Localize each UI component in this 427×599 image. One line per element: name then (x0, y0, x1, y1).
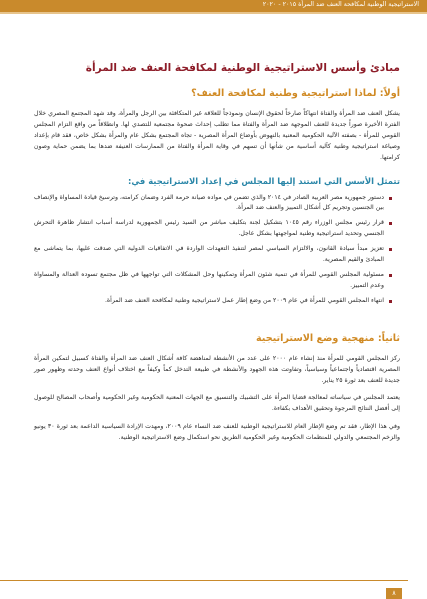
part2-paragraph-3: وفي هذا الإطار، فقد تم وضع الإطار العام للاستراتيجية الوطنية للعنف ضد النساء عام ٢٠٠٩، ومهدت الإرادة السياسية الداعمة بعد ثورة ٣٠ يونيو والزخم المجتمعي والدولي للمنظمات الحكومية وغير الحكومية الطريق نحو استكمال وضع الاستراتيجية الوطنية. (34, 423, 401, 442)
running-title: الاستراتيجية الوطنية لمكافحة العنف ضد المرأة ٢٠١٥ - ٢٠٢٠ (262, 1, 419, 8)
list-item-text: قرار رئيس مجلس الوزراء رقم ١٠٤٥ بتشكيل لجنة بتكليف مباشر من السيد رئيس الجمهورية لدراسة أسباب انتشار ظاهرة التحرش الجنسي وتحديد استراتيجية وطنية لمواجهتها بشكل عاجل. (34, 219, 385, 238)
bullet-icon (389, 274, 392, 277)
bullet-icon (389, 197, 392, 200)
list-item (34, 296, 392, 307)
list-item-text: مسئولية المجلس القومي للمرأة في تنمية شئون المرأة وتمكينها وحل المشكلات التي تواجهها في ظل مجتمع تسوده العدالة والمساواة وعدم التمييز. (34, 270, 384, 289)
list-item (34, 218, 392, 240)
part2-paragraph-2: يعتمد المجلس في سياساته لمعالجة قضايا المرأة على التشبيك والتنسيق مع الجهات المعنية الحكومية وغير الحكومية وأصحاب المصالح للوصول إلى أفضل النتائج المرجوة وتحقيق الأهداف بكفاءة. (34, 394, 400, 413)
page-number: ٨ (386, 588, 402, 599)
section-title: مبادئ وأسس الاستراتيجية الوطنية لمكافحة العنف ضد المرأة (85, 62, 400, 74)
list-item-text: دستور جمهورية مصر العربية الصادر في ٢٠١٤ والذي تضمن في مواده صيانة حرمة الفرد وضمان كرامته، وترسيخ قيادة المساواة والإنصاف بين الجنسين وتجريم كل أشكال التمييز والعنف ضد المرأة. (34, 193, 384, 212)
foundations-list (34, 193, 400, 307)
page-content (34, 62, 400, 451)
part2-paragraph-1: ركز المجلس القومي للمرأة منذ إنشاء عام ٢٠٠٠ على عدد من الأنشطة لمناهضة كافة أشكال العنف ضد المرأة والفتاة كسبيل لتمكين المرأة المصرية اقتصادياً واجتماعياً وسياسياً، وتفاوتت هذه الجهود والأنشطة في طبيعة التدخل كماً وكيفاً مع اختلاف أنواع العنف وحدته وظهور صور جديدة للعنف بعد ثورة ٢٥ يناير. (34, 354, 401, 384)
header-band (0, 0, 427, 12)
list-item (34, 244, 392, 266)
part1-heading: أولاً: لماذا استراتيجية وطنية لمكافحة العنف؟ (191, 88, 400, 99)
footer-rule (0, 580, 408, 581)
list-item (34, 270, 392, 292)
part1-paragraph: يشكل العنف ضد المرأة والفتاة انتهاكاً صارخاً لحقوق الإنسان ونموذجاً للعلاقة غير المتكافئة بين الرجل والمرأة، وقد شهد المجتمع المصري خلال الفترة الأخيرة صوراً جديدة للعنف الموجهة ضد المرأة والفتاة مما تطلب إحداث صحوة مجتمعية للتصدي لها. وانطلاقاً من واقع التزام المجلس القومي للمرأة - بصفته الآلية الحكومية المعنية بالنهوض بأوضاع المرأة المصرية - تجاه المجتمع بشكل عام والمرأة بشكل خاص، فقد قام بإعداد وصياغة استراتيجية وطنية كآلية أساسية من شأنها أن تسهم في وقاية المرأة والفتاة من الممارسات العنيفة ضدها بما يضمن حماية وصون كرامتها. (34, 110, 400, 161)
bullet-icon (389, 300, 392, 303)
list-item (34, 193, 392, 215)
list-item-text: انتهاء المجلس القومي للمرأة في عام ٢٠٠٩ من وضع إطار عمل لاستراتيجية وطنية لمكافحة العنف ضد المرأة. (104, 296, 384, 304)
foundations-heading: تتمثل الأسس التي استند إليها المجلس في إعداد الاستراتيجية في: (127, 175, 400, 186)
part2-heading: ثانياً: منهجية وضع الاستراتيجية (255, 332, 400, 344)
list-item-text: تعزيز مبدأ سيادة القانون، والالتزام السياسي لمصر لتنفيذ التعهدات الواردة في الاتفاقيات الدولية التي صدقت عليها، بما يتماشى مع المبادئ والقيم المصرية. (34, 245, 384, 264)
header-rule (0, 12, 427, 14)
bullet-icon (389, 248, 392, 251)
bullet-icon (389, 222, 392, 225)
